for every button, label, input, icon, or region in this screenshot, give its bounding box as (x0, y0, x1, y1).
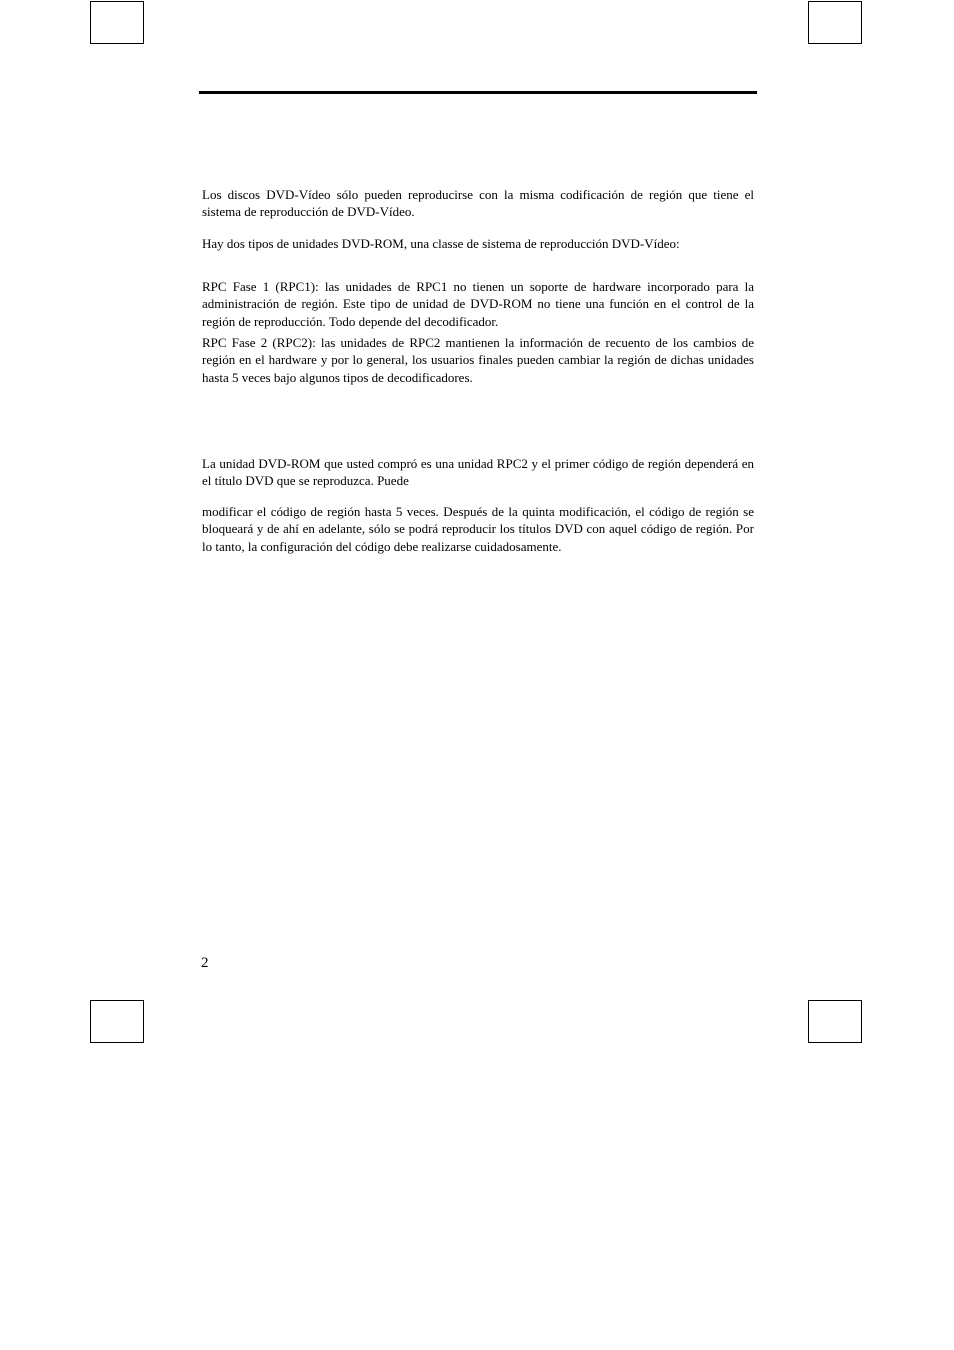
header-rule (199, 91, 757, 94)
paragraph-region-intro: Los discos DVD-Vídeo sólo pueden reproducirse con la misma codificación de región que tiene el sistema de reproducción de DVD-Vídeo. (202, 187, 754, 220)
crop-mark-bottom-right (808, 1000, 862, 1043)
paragraph-rpc1: RPC Fase 1 (RPC1): las unidades de RPC1 no tienen un soporte de hardware incorporado para la administración de región. Este tipo de unidad de DVD-ROM no tiene una función en el control de la región de reproducción. Todo depende del decodificador. (202, 279, 754, 329)
paragraph-modify-limit: modificar el código de región hasta 5 veces. Después de la quinta modificación, el código de región se bloqueará y de ahí en adelante, sólo se podrá reproducir los títulos DVD con aquel código de región. Por lo tanto, la configuración del código debe realizarse cuidadosamente. (202, 504, 754, 554)
paragraph-purchased-drive: La unidad DVD-ROM que usted compró es una unidad RPC2 y el primer código de región dependerá en el título DVD que se reproduzca. Puede (202, 456, 754, 489)
paragraph-rpc2: RPC Fase 2 (RPC2): las unidades de RPC2 mantienen la información de recuento de los cambios de región en el hardware y por lo general, los usuarios finales pueden cambiar la región de dichas unidades hasta 5 veces bajo algunos tipos de decodificadores. (202, 335, 754, 385)
crop-mark-bottom-left (90, 1000, 144, 1043)
page-number: 2 (201, 955, 209, 971)
crop-mark-top-right (808, 1, 862, 44)
paragraph-drive-types: Hay dos tipos de unidades DVD-ROM, una classe de sistema de reproducción DVD-Vídeo: (202, 236, 680, 251)
crop-mark-top-left (90, 1, 144, 44)
